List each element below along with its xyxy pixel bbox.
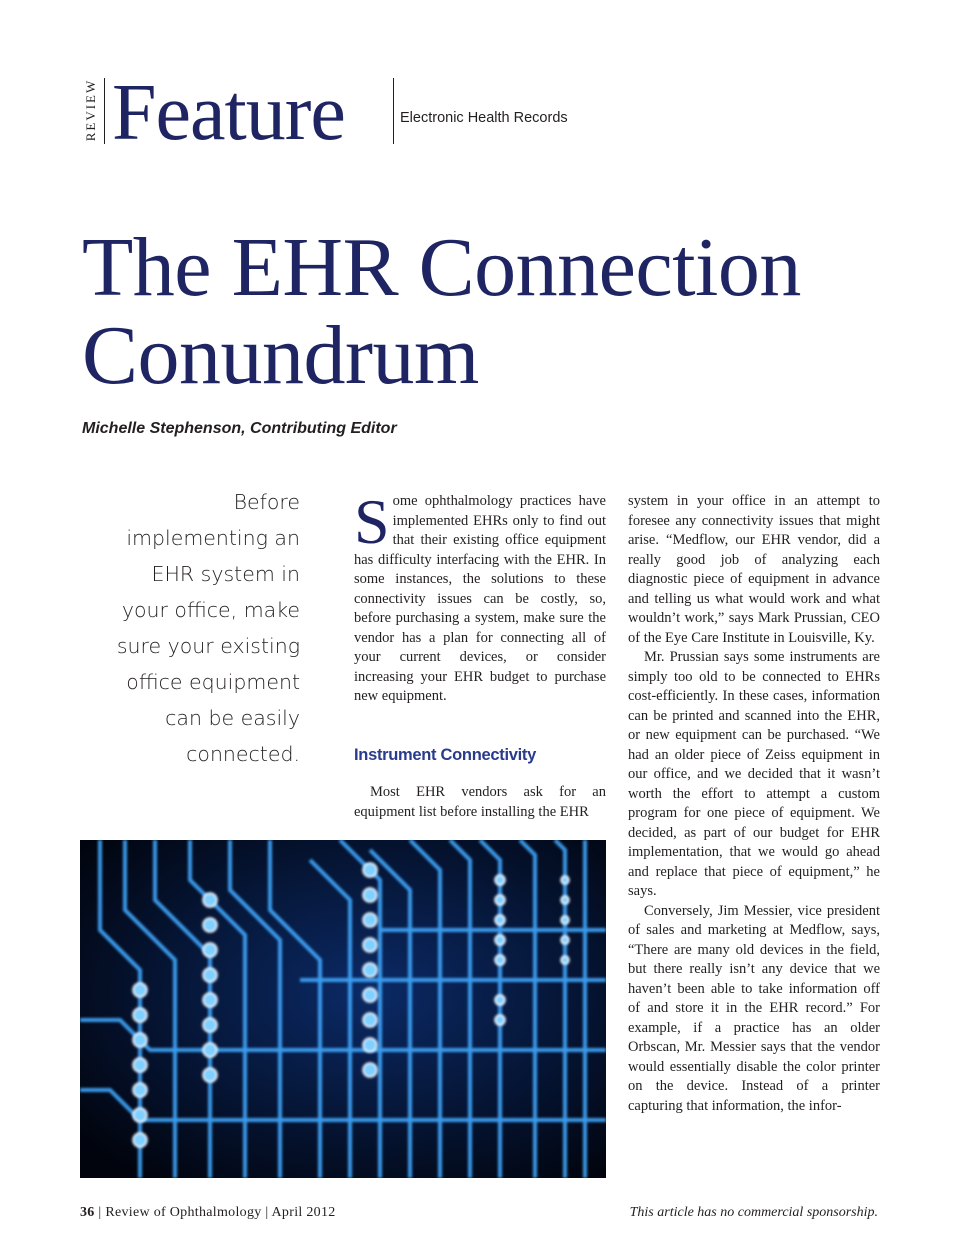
section-name: Electronic Health Records <box>400 110 568 126</box>
publication-name: Review of Ophthalmology <box>105 1205 262 1220</box>
body-column-1 <box>354 486 606 707</box>
page-number: 36 <box>80 1205 95 1220</box>
issue-date: April 2012 <box>271 1205 336 1220</box>
paragraph: system in your office in an attempt to foresee any connectivity issues that might arise. “Medflow, our EHR vendor, did a really good job of analyzing each diagnostic piece of equipment in advance and telling us what would work and what wouldn’t work,” says Mark Prussian, CEO of the Eye Care Institute in Louisville, Ky. <box>628 493 880 646</box>
opening-paragraph-text: ome ophthalmology practices have implemented EHRs only to find out that their existing office equipment has difficulty interfacing with the EHR. In some instances, the solutions to these connectivity issues can be costly, so, before purchasing a system, make sure the vendor has a plan for connecting all of your current devices, or consider increasing your EHR budget to purchase new equipment. <box>354 493 606 704</box>
sponsorship-note: This article has no commercial sponsorship. <box>629 1205 878 1220</box>
review-label <box>80 78 98 144</box>
circuit-board-illustration <box>80 840 606 1178</box>
circuit-board-image <box>80 840 606 1178</box>
drop-cap: S <box>354 486 390 557</box>
subhead: Instrument Connectivity <box>354 746 536 764</box>
paragraph: Conversely, Jim Messier, vice president of sales and marketing at Medflow, says, “There are many old devices in the field, but there really isn’t any device that we haven’t been able to take information off of and store it in the EHR record.” For example, if a practice has an older Orbscan, Mr. Messier says that the vendor would essentially disable the color printer on the device. Instead of a printer capturing that information, the infor- <box>628 902 880 1114</box>
header-divider-right <box>393 78 394 144</box>
paragraph: Mr. Prussian says some instruments are simply too old to be connected to EHRs cost-efficiently. In these cases, information can be printed and scanned into the EHR, or new equipment can be purchased. “We had an older piece of Zeiss equipment in our office, and we decided that it wasn’t worth the effort to attempt a custom program for one piece of equipment. We decided, as part of our budget for EHR implementation, that we would go ahead and replace that piece of equipment,” he says. <box>628 649 880 899</box>
article-title-line1: The EHR Connection <box>82 221 801 314</box>
body-column-1-continued <box>354 783 606 822</box>
pull-quote: Before implementing an EHR system in your office, make sure your existing office equipment can be easily connected. <box>116 490 300 766</box>
feature-heading: Feature <box>112 69 345 157</box>
review-label-text: REVIEW <box>83 78 98 142</box>
opening-paragraph <box>354 486 606 707</box>
page-footer <box>80 1205 336 1221</box>
header-divider-left <box>104 78 105 144</box>
paragraph: Most EHR vendors ask for an equipment list before installing the EHR <box>354 784 606 820</box>
article-title <box>82 221 902 402</box>
footer-separator: | <box>98 1205 102 1220</box>
body-column-2 <box>628 492 880 1116</box>
footer-separator: | <box>265 1205 269 1220</box>
byline: Michelle Stephenson, Contributing Editor <box>82 420 397 437</box>
article-title-line2: Conundrum <box>82 309 479 402</box>
